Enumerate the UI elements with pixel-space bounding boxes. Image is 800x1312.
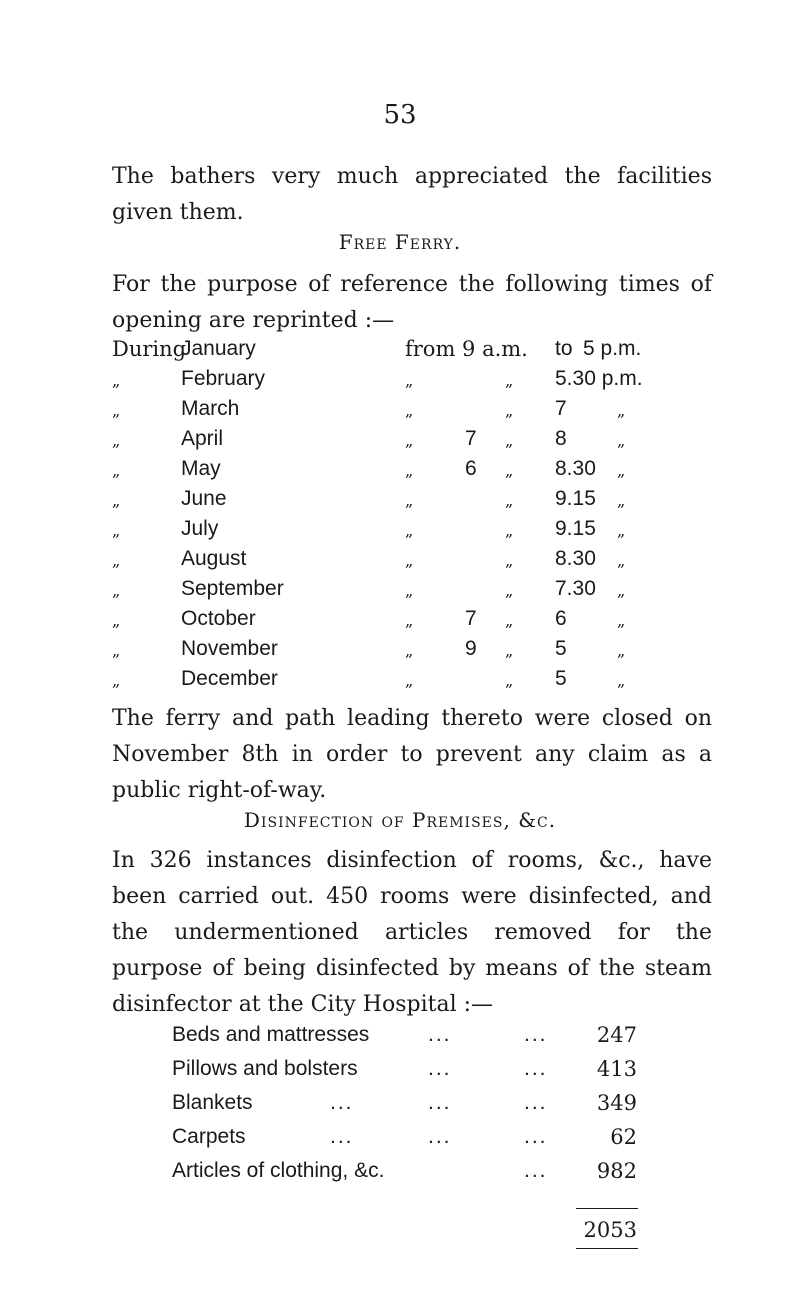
list-item xyxy=(0,1057,800,1087)
ditto-mark: „ xyxy=(405,401,414,420)
row-month: November xyxy=(181,637,278,660)
leader-dots: ... xyxy=(524,1091,548,1114)
leader-dots: ... xyxy=(428,1125,452,1148)
row-to: 7 xyxy=(555,397,567,420)
row-prefix: „ xyxy=(112,581,121,600)
ditto-mark: „ xyxy=(617,491,626,510)
total-rule-bottom xyxy=(576,1248,638,1249)
free-ferry-heading: Free Ferry. xyxy=(338,230,462,254)
ditto-mark: „ xyxy=(505,521,514,540)
row-from: from 9 a.m. xyxy=(405,337,528,361)
row-to: 7.30 xyxy=(555,577,596,600)
ditto-mark: „ xyxy=(505,461,514,480)
table-row xyxy=(0,577,800,607)
row-month: July xyxy=(181,517,219,540)
row-to: 5 xyxy=(555,637,567,660)
ferry-closed-paragraph: The ferry and path leading thereto were closed on November 8th in order to prevent any claim as a public right-of-way. xyxy=(112,706,712,803)
row-month: September xyxy=(181,577,284,600)
page-number: 53 xyxy=(383,100,417,130)
row-prefix: „ xyxy=(112,431,121,450)
row-prefix: „ xyxy=(112,371,121,390)
ditto-mark: „ xyxy=(505,551,514,570)
leader-dots: ... xyxy=(428,1023,452,1046)
row-to: 9.15 xyxy=(555,517,596,540)
article-count: 247 xyxy=(596,1023,637,1047)
row-to: 9.15 xyxy=(555,487,596,510)
article-name: Pillows and bolsters xyxy=(172,1057,358,1080)
ditto-mark: „ xyxy=(505,611,514,630)
row-prefix: „ xyxy=(112,551,121,570)
row-from: 7 xyxy=(465,427,477,450)
table-row xyxy=(0,547,800,577)
ditto-mark: „ xyxy=(405,371,414,390)
row-to: 5.30 p.m. xyxy=(555,367,643,390)
article-count: 982 xyxy=(596,1159,637,1183)
row-from: 7 xyxy=(465,607,477,630)
ditto-mark: „ xyxy=(617,641,626,660)
article-name: Blankets xyxy=(172,1091,253,1114)
article-name: Articles of clothing, &c. xyxy=(172,1159,385,1182)
row-prefix: „ xyxy=(112,461,121,480)
leader-dots: ... xyxy=(330,1091,354,1114)
row-from: 6 xyxy=(465,457,477,480)
row-prefix: „ xyxy=(112,611,121,630)
row-month: August xyxy=(181,547,247,570)
ditto-mark: „ xyxy=(617,581,626,600)
table-row xyxy=(0,457,800,487)
ditto-mark: „ xyxy=(617,521,626,540)
row-month: January xyxy=(181,337,256,360)
row-prefix: „ xyxy=(112,641,121,660)
row-month: April xyxy=(181,427,224,450)
ditto-mark: „ xyxy=(617,551,626,570)
row-prefix: „ xyxy=(112,491,121,510)
article-name: Carpets xyxy=(172,1125,246,1148)
list-item xyxy=(0,1023,800,1053)
article-total: 2053 xyxy=(583,1218,637,1242)
list-item xyxy=(0,1091,800,1121)
row-to: 8 xyxy=(555,427,567,450)
leader-dots: ... xyxy=(428,1091,452,1114)
row-prefix: „ xyxy=(112,671,121,690)
leader-dots: ... xyxy=(330,1125,354,1148)
leader-dots: ... xyxy=(524,1159,548,1182)
ditto-mark: „ xyxy=(405,671,414,690)
ditto-mark: „ xyxy=(505,431,514,450)
row-prefix: „ xyxy=(112,401,121,420)
bathers-paragraph: The bathers very much appreciated the facilities given them. xyxy=(112,164,712,225)
ditto-mark: „ xyxy=(505,581,514,600)
table-row xyxy=(0,667,800,697)
table-row xyxy=(0,337,800,367)
table-row xyxy=(0,427,800,457)
ditto-mark: „ xyxy=(617,671,626,690)
disinfection-paragraph: In 326 instances disinfection of rooms, &c., have been carried out. 450 rooms were disinfected, and the undermentioned articles removed for the purpose of being disinfected by means of the steam disinfector at the City Hospital :— xyxy=(112,848,712,1017)
row-month: December xyxy=(181,667,278,690)
ditto-mark: „ xyxy=(617,401,626,420)
ditto-mark: „ xyxy=(405,641,414,660)
total-rule-top xyxy=(576,1208,638,1209)
leader-dots: ... xyxy=(524,1057,548,1080)
row-month: May xyxy=(181,457,221,480)
table-row xyxy=(0,517,800,547)
row-month: June xyxy=(181,487,227,510)
row-month: March xyxy=(181,397,240,420)
leader-dots: ... xyxy=(524,1125,548,1148)
leader-dots: ... xyxy=(428,1057,452,1080)
row-to: 5 xyxy=(555,667,567,690)
ditto-mark: „ xyxy=(505,671,514,690)
ditto-mark: „ xyxy=(405,611,414,630)
row-prefix: „ xyxy=(112,521,121,540)
table-row xyxy=(0,607,800,637)
article-name: Beds and mattresses xyxy=(172,1023,370,1046)
row-to: 5 p.m. xyxy=(583,337,642,360)
ferry-intro-paragraph: For the purpose of reference the following times of opening are reprinted :— xyxy=(112,272,712,333)
list-item xyxy=(0,1159,800,1189)
ditto-mark: „ xyxy=(617,461,626,480)
table-row xyxy=(0,637,800,667)
ditto-mark: „ xyxy=(405,551,414,570)
row-month: February xyxy=(181,367,266,390)
article-count: 62 xyxy=(610,1125,637,1149)
disinfection-heading: Disinfection of Premises, &c. xyxy=(243,808,557,832)
table-row xyxy=(0,367,800,397)
table-row xyxy=(0,487,800,517)
ditto-mark: „ xyxy=(505,401,514,420)
ditto-mark: „ xyxy=(505,491,514,510)
article-count: 349 xyxy=(596,1091,637,1115)
ditto-mark: „ xyxy=(405,461,414,480)
row-to: 8.30 xyxy=(555,547,596,570)
list-item xyxy=(0,1125,800,1155)
leader-dots: ... xyxy=(524,1023,548,1046)
total-row xyxy=(0,1218,800,1248)
ditto-mark: „ xyxy=(505,641,514,660)
ditto-mark: „ xyxy=(617,611,626,630)
row-to-word: to xyxy=(555,337,573,360)
row-prefix: During xyxy=(112,337,187,361)
article-count: 413 xyxy=(596,1057,637,1081)
ditto-mark: „ xyxy=(405,581,414,600)
row-to: 8.30 xyxy=(555,457,596,480)
ditto-mark: „ xyxy=(405,431,414,450)
table-row xyxy=(0,397,800,427)
row-to: 6 xyxy=(555,607,567,630)
ditto-mark: „ xyxy=(405,491,414,510)
ditto-mark: „ xyxy=(617,431,626,450)
ditto-mark: „ xyxy=(505,371,514,390)
ditto-mark: „ xyxy=(405,521,414,540)
row-from: 9 xyxy=(465,637,477,660)
row-month: October xyxy=(181,607,256,630)
